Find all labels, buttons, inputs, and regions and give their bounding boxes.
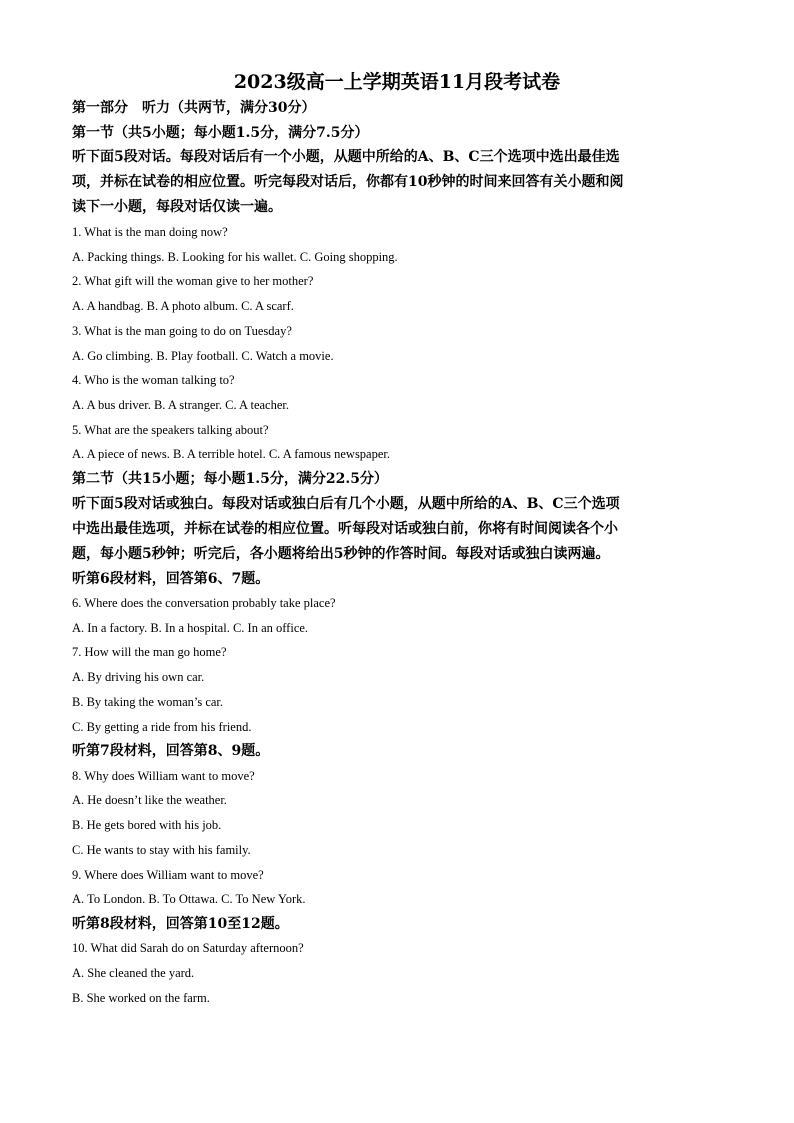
question-options: A. A bus driver. B. A stranger. C. A teacher. bbox=[72, 397, 289, 412]
instruction-line: 读下一小题，每段对话仅读一遍。 bbox=[72, 199, 282, 215]
option-b: B. By taking the woman’s car. bbox=[72, 694, 224, 709]
question-text: 2. What gift will the woman give to her mother? bbox=[72, 274, 314, 289]
option-a: A. By driving his own car. bbox=[72, 670, 205, 685]
option-b: B. He gets bored with his job. bbox=[72, 818, 222, 833]
question-text: 3. What is the man going to do on Tuesday? bbox=[72, 323, 292, 338]
question-options: A. Packing things. B. Looking for his wallet. C. Going shopping. bbox=[72, 249, 398, 264]
question-text: 5. What are the speakers talking about? bbox=[72, 422, 269, 437]
question-text: 1. What is the man doing now? bbox=[72, 225, 228, 239]
question-text: 8. Why does William want to move? bbox=[72, 768, 255, 783]
part-heading: 第一部分 听力（共两节，满分30分） bbox=[72, 100, 316, 116]
section-heading: 第二节（共15小题；每小题1.5分，满分22.5分） bbox=[72, 471, 388, 488]
exam-title: 2023级高一上学期英语11月段考试卷 bbox=[233, 71, 561, 93]
material-heading: 听第6段材料，回答第6、7题。 bbox=[72, 570, 270, 587]
material-heading: 听第7段材料，回答第8、9题。 bbox=[72, 743, 270, 760]
option-a: A. She cleaned the yard. bbox=[72, 966, 195, 981]
option-c: C. By getting a ride from his friend. bbox=[72, 719, 252, 734]
instruction-line: 听下面5段对话或独白。每段对话或独白后有几个小题，从题中所给的A、B、C三个选项 bbox=[72, 495, 620, 512]
option-c: C. He wants to stay with his family. bbox=[72, 842, 251, 857]
question-options: A. A piece of news. B. A terrible hotel. C. A famous newspaper. bbox=[72, 447, 391, 462]
question-text: 7. How will the man go home? bbox=[72, 645, 227, 660]
material-heading: 听第8段材料，回答第10至12题。 bbox=[72, 915, 289, 932]
question-options: A. A handbag. B. A photo album. C. A scarf. bbox=[72, 299, 294, 314]
instruction-line: 听下面5段对话。每段对话后有一个小题，从题中所给的A、B、C三个选项中选出最佳选 bbox=[72, 149, 620, 165]
instruction-line: 中选出最佳选项，并标在试卷的相应位置。听每段对话或独白前，你将有时间阅读各个小 bbox=[72, 520, 618, 537]
instruction-line: 题，每小题5秒钟；听完后，各小题将给出5秒钟的作答时间。每段对话或独白读两遍。 bbox=[72, 545, 610, 562]
question-text: 10. What did Sarah do on Saturday afternoon? bbox=[72, 941, 304, 956]
question-options: A. In a factory. B. In a hospital. C. In an office. bbox=[72, 620, 309, 635]
question-text: 9. Where does William want to move? bbox=[72, 867, 264, 882]
option-b: B. She worked on the farm. bbox=[72, 990, 210, 1005]
option-a: A. He doesn’t like the weather. bbox=[72, 793, 227, 808]
question-text: 4. Who is the woman talking to? bbox=[72, 373, 235, 388]
question-options: A. To London. B. To Ottawa. C. To New York. bbox=[72, 892, 306, 907]
instruction-line: 项，并标在试卷的相应位置。听完每段对话后，你都有10秒钟的时间来回答有关小题和阅 bbox=[72, 174, 624, 190]
section-heading: 第一节（共5小题；每小题1.5分，满分7.5分） bbox=[72, 124, 369, 141]
question-options: A. Go climbing. B. Play football. C. Watch a movie. bbox=[72, 348, 334, 363]
question-text: 6. Where does the conversation probably take place? bbox=[72, 596, 336, 611]
